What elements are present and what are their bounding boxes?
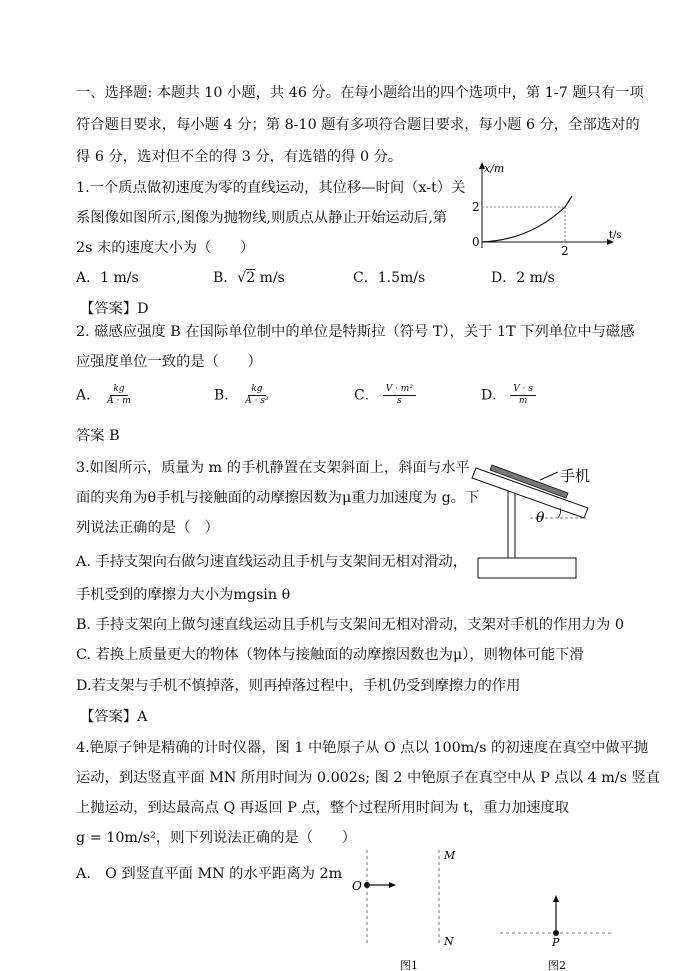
- q4-fig1-arrowhead: [389, 882, 396, 888]
- q3-option-b: B. 手持支架向上做匀速直线运动且手机与支架间无相对滑动，支架对手机的作用力为 0: [76, 617, 624, 633]
- q4-stem-line-4: g = 10m/s²，则下列说法正确的是（ ）: [76, 830, 357, 846]
- section-instructions-line-1: 一、选择题: 本题共 10 小题，共 46 分。在每小题给出的四个选项中，第 1-7 题只有一项: [76, 85, 644, 101]
- q1-answer: 【答案】D: [80, 301, 149, 317]
- q4-figure-2: [470, 845, 620, 971]
- q2-option-c: [354, 384, 416, 407]
- q2-option-a-fraction: [104, 384, 134, 407]
- q1-parabola: [482, 196, 572, 242]
- q2-option-b-den: A · s²: [245, 396, 269, 406]
- q3-phone-stand-figure: [470, 458, 610, 584]
- q4-stem-line-2: 运动，到达竖直平面 MN 所用时间为 0.002s; 图 2 中铯原子在真空中从 P 点以 4 m/s 竖直: [76, 770, 661, 786]
- q1-option-b-unit: m/s: [259, 270, 285, 286]
- q4-fig1-label-n: N: [444, 935, 454, 948]
- q3-answer: 【答案】A: [80, 709, 148, 725]
- q1-stem-line-2: 系图像如图所示,图像为抛物线,则质点从静止开始运动后,第: [76, 210, 448, 226]
- q3-stem-line-1: 3.如图所示，质量为 m 的手机静置在支架斜面上，斜面与水平: [76, 460, 470, 476]
- q2-option-c-label: C．: [354, 387, 379, 404]
- section-instructions-line-3: 得 6 分，选对但不全的得 3 分，有选错的得 0 分。: [76, 149, 403, 165]
- q3-option-c: C. 若换上质量更大的物体（物体与接触面的动摩擦因数也为μ），则物体可能下滑: [76, 647, 584, 663]
- q2-option-b: [214, 384, 272, 407]
- q3-stem-line-3: 列说法正确的是（ ）: [76, 520, 219, 536]
- q2-option-b-num: kg: [248, 384, 265, 396]
- section-instructions-line-2: 符合题目要求，每小题 4 分；第 8-10 题有多项符合题目要求，每小题 6 分，全部选对的: [76, 117, 640, 133]
- q1-x-label: t/s: [609, 230, 622, 241]
- q3-stem-line-2: 面的夹角为θ手机与接触面的动摩擦因数为μ重力加速度为 g。下: [76, 490, 480, 506]
- sqrt-icon: √: [237, 270, 247, 286]
- q3-post: [508, 488, 515, 558]
- q2-answer: 答案 B: [76, 428, 120, 444]
- q4-stem-line-1: 4.铯原子钟是精确的计时仪器，图 1 中铯原子从 O 点以 100m/s 的初速度在真空中做平抛: [76, 740, 649, 756]
- q1-xt-graph: [462, 160, 632, 255]
- q2-option-a-den: A · m: [107, 396, 131, 406]
- q1-option-d: D．2 m/s: [491, 270, 555, 286]
- q1-origin-label: 0: [472, 235, 480, 249]
- q2-option-c-fraction: [383, 384, 416, 407]
- q1-y-label: x/m: [484, 162, 505, 175]
- q4-option-a: A. O 到竖直平面 MN 的水平距离为 2m: [76, 866, 343, 882]
- q4-fig2-caption: 图2: [548, 959, 566, 971]
- q2-option-d-fraction: [510, 384, 536, 407]
- q2-option-d-den: m: [518, 396, 528, 406]
- q2-option-c-num: V · m²: [383, 384, 416, 396]
- q4-fig1-label-o: O: [352, 879, 362, 893]
- q2-stem-line-2: 应强度单位一致的是（ ）: [76, 354, 262, 370]
- q3-phone-label: 手机: [560, 467, 591, 485]
- q3-angle-label: θ: [536, 510, 545, 526]
- q1-option-b: [213, 268, 285, 288]
- q2-option-d-label: D．: [481, 387, 507, 404]
- q2-option-d-num: V · s: [510, 384, 536, 396]
- q2-option-c-den: s: [397, 396, 402, 406]
- q2-option-b-label: B．: [214, 387, 239, 404]
- q1-stem-line-1: 1.一个质点做初速度为零的直线运动，其位移—时间（x-t）关: [76, 180, 466, 196]
- q4-fig2-arrowhead: [553, 895, 559, 902]
- q2-option-a-label: A．: [76, 387, 101, 404]
- q3-phone-pointer: [540, 472, 558, 480]
- q3-option-a-line-2: 手机受到的摩擦力大小为mgsin θ: [76, 587, 291, 603]
- q1-option-b-label: B．: [213, 270, 238, 286]
- q1-option-a: A．1 m/s: [76, 270, 139, 286]
- q4-fig1-caption: 图1: [400, 959, 418, 971]
- q1-option-b-radicand: 2: [246, 270, 256, 286]
- q3-base: [478, 558, 576, 578]
- q1-y-tick: 2: [472, 200, 480, 214]
- q1-x-tick: 2: [561, 244, 569, 255]
- q4-figure-1: [345, 845, 475, 971]
- q1-stem-line-3: 2s 末的速度大小为（ ）: [76, 240, 255, 256]
- q1-option-c: C．1.5m/s: [353, 270, 426, 286]
- q2-stem-line-1: 2. 磁感应强度 B 在国际单位制中的单位是特斯拉（符号 T），关于 1T 下列单位中与磁感: [76, 324, 635, 340]
- q2-option-d: [481, 384, 536, 407]
- q4-stem-line-3: 上抛运动，到达最高点 Q 再返回 P 点，整个过程所用时间为 t，重力加速度取: [76, 800, 570, 816]
- q4-fig2-label-p: P: [552, 936, 560, 949]
- q3-option-d: D.若支架与手机不慎掉落，则再掉落过程中，手机仍受到摩擦力的作用: [76, 678, 521, 694]
- q2-option-a: [76, 384, 134, 407]
- q2-option-a-num: kg: [110, 384, 127, 396]
- q4-fig1-label-m: M: [444, 849, 456, 862]
- q2-option-b-fraction: [242, 384, 271, 407]
- q3-option-a-line-1: A. 手持支架向右做匀速直线运动且手机与支架间无相对滑动，: [76, 554, 468, 570]
